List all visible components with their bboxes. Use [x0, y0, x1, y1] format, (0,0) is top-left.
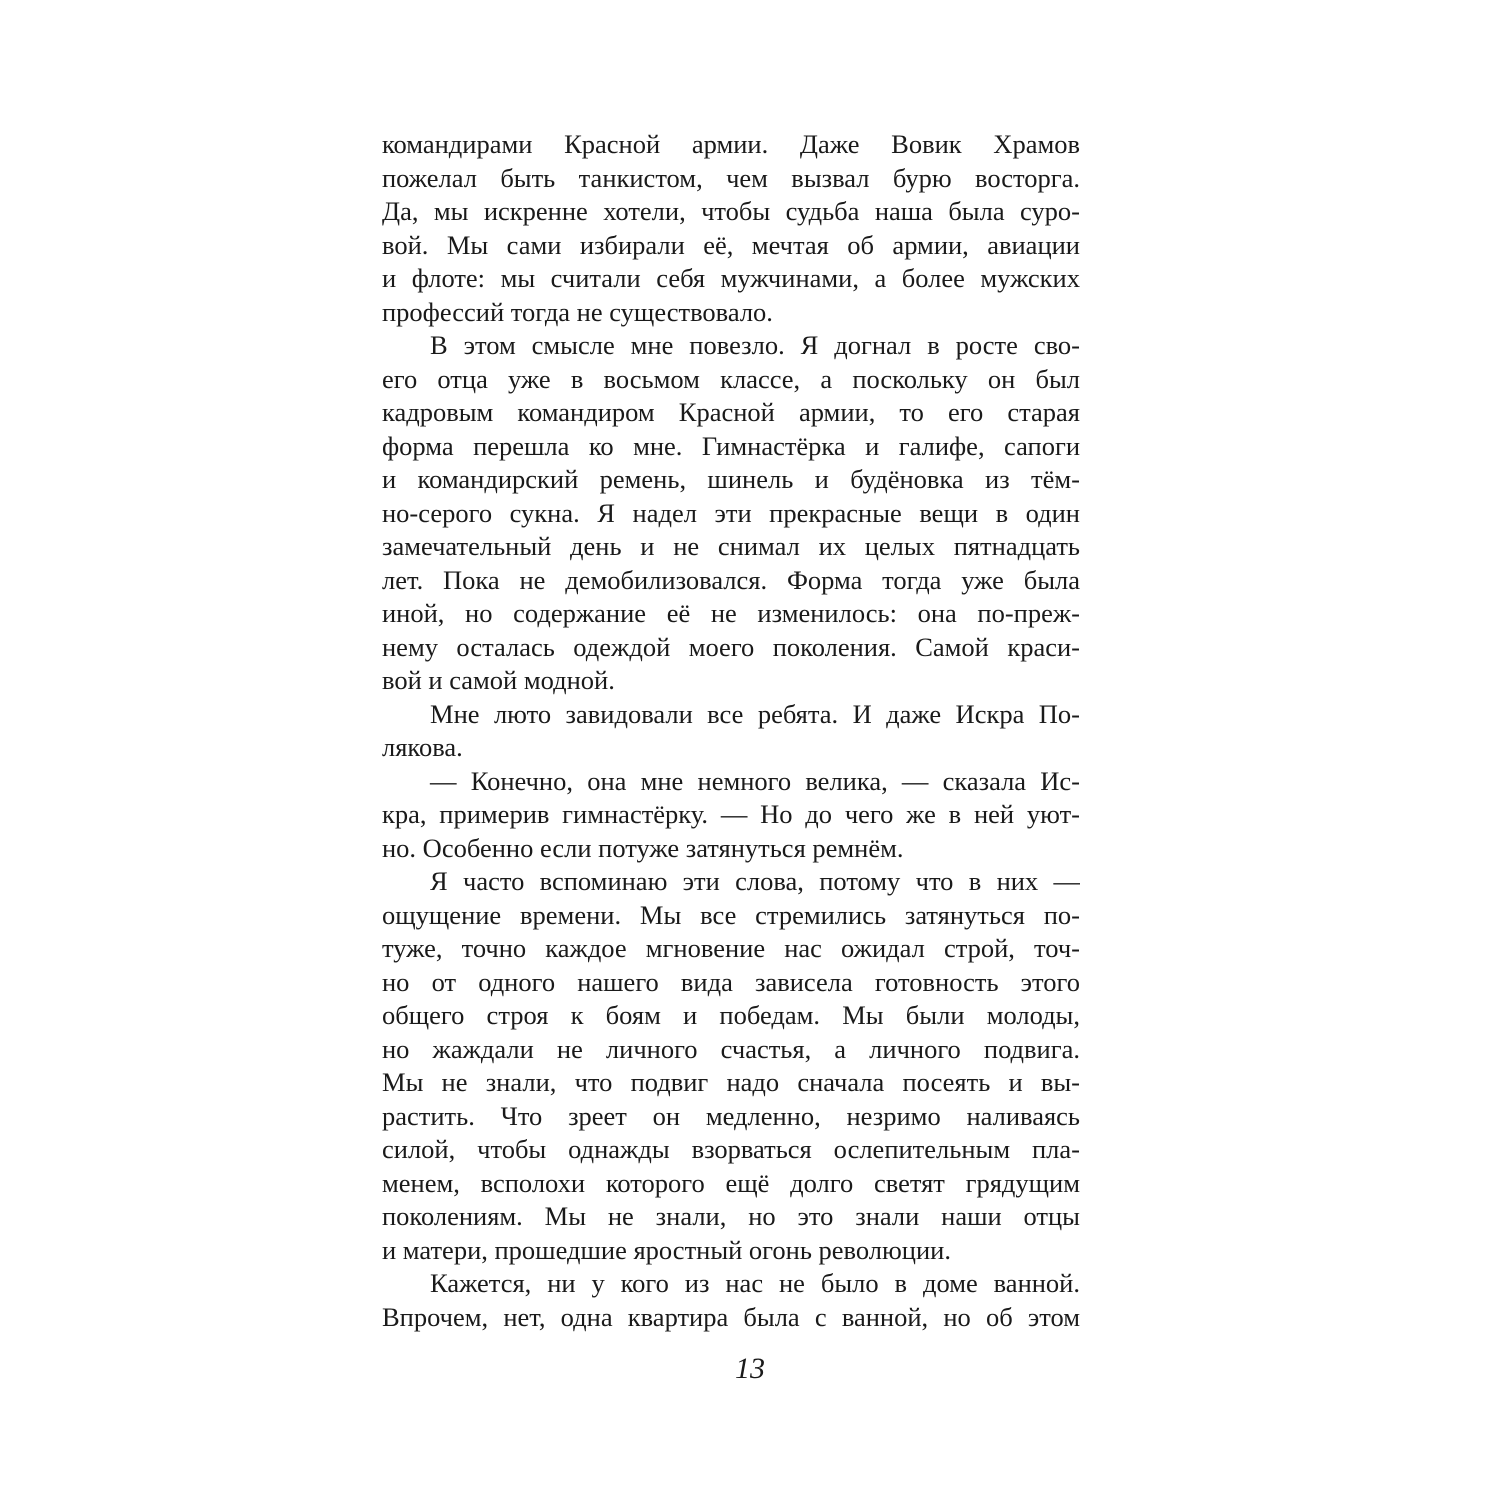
- text-line: но жаждали не личного счастья, а личного подвига.: [382, 1033, 1080, 1064]
- text-line: командирами Красной армии. Даже Вовик Храмов: [382, 129, 1080, 159]
- text-line: иной, но содержание её не изменилось: она по-преж-: [382, 598, 1080, 628]
- text-line: и флоте: мы считали себя мужчинами, а более мужских: [382, 263, 1080, 293]
- text-line: растить. Что зреет он медленно, незримо наливаясь: [382, 1100, 1080, 1131]
- text-line: лет. Пока не демобилизовался. Форма тогда уже была: [382, 564, 1080, 595]
- text-line: вой и самой модной.: [382, 665, 615, 695]
- text-line: кадровым командиром Красной армии, то его старая: [382, 397, 1080, 427]
- text-line: его отца уже в восьмом классе, а поскольку он был: [382, 363, 1080, 394]
- text-line: но от одного нашего вида зависела готовность этого: [382, 966, 1080, 997]
- text-line: общего строя к боям и победам. Мы были молоды,: [382, 1000, 1080, 1030]
- text-line: туже, точно каждое мгновение нас ожидал строй, точ-: [382, 933, 1080, 963]
- text-line: вой. Мы сами избирали её, мечтая об армии, авиации: [382, 229, 1080, 260]
- text-line: В этом смысле мне повезло. Я догнал в росте сво-: [430, 330, 1080, 360]
- text-line: Впрочем, нет, одна квартира была с ванной, но об этом: [382, 1301, 1080, 1332]
- text-line: профессий тогда не существовало.: [382, 296, 773, 327]
- text-line: замечательный день и не снимал их целых пятнадцать: [382, 531, 1080, 561]
- body-text: [382, 128, 1080, 1334]
- text-line: и матери, прошедшие яростный огонь революции.: [382, 1234, 951, 1265]
- text-line: и командирский ремень, шинель и будёновка из тём-: [382, 464, 1080, 494]
- text-line: Мне люто завидовали все ребята. И даже Искра По-: [430, 698, 1080, 729]
- text-line: поколениям. Мы не знали, но это знали наши отцы: [382, 1201, 1080, 1231]
- text-line: Мы не знали, что подвиг надо сначала посеять и вы-: [382, 1067, 1080, 1097]
- text-line: нему осталась одеждой моего поколения. Самой краси-: [382, 631, 1080, 662]
- text-line: Я часто вспоминаю эти слова, потому что в них —: [430, 866, 1080, 896]
- text-line: Кажется, ни у кого из нас не было в доме ванной.: [430, 1268, 1080, 1298]
- text-line: кра, примерив гимнастёрку. — Но до чего же в ней уют-: [382, 799, 1080, 829]
- text-line: но. Особенно если потуже затянуться ремнём.: [382, 832, 904, 863]
- text-line: Да, мы искренне хотели, чтобы судьба наша была суро-: [382, 196, 1080, 226]
- text-line: лякова.: [382, 732, 463, 762]
- text-line: — Конечно, она мне немного велика, — сказала Ис-: [430, 765, 1080, 796]
- text-line: пожелал быть танкистом, чем вызвал бурю восторга.: [382, 162, 1080, 193]
- text-line: ощущение времени. Мы все стремились затянуться по-: [382, 899, 1080, 930]
- text-line: менем, всполохи которого ещё долго светят грядущим: [382, 1167, 1080, 1198]
- page-number: 13: [735, 1352, 765, 1385]
- text-line: но-серого сукна. Я надел эти прекрасные вещи в один: [382, 497, 1080, 528]
- text-line: форма перешла ко мне. Гимнастёрка и галифе, сапоги: [382, 430, 1080, 461]
- text-line: силой, чтобы однажды взорваться ослепительным пла-: [382, 1134, 1080, 1164]
